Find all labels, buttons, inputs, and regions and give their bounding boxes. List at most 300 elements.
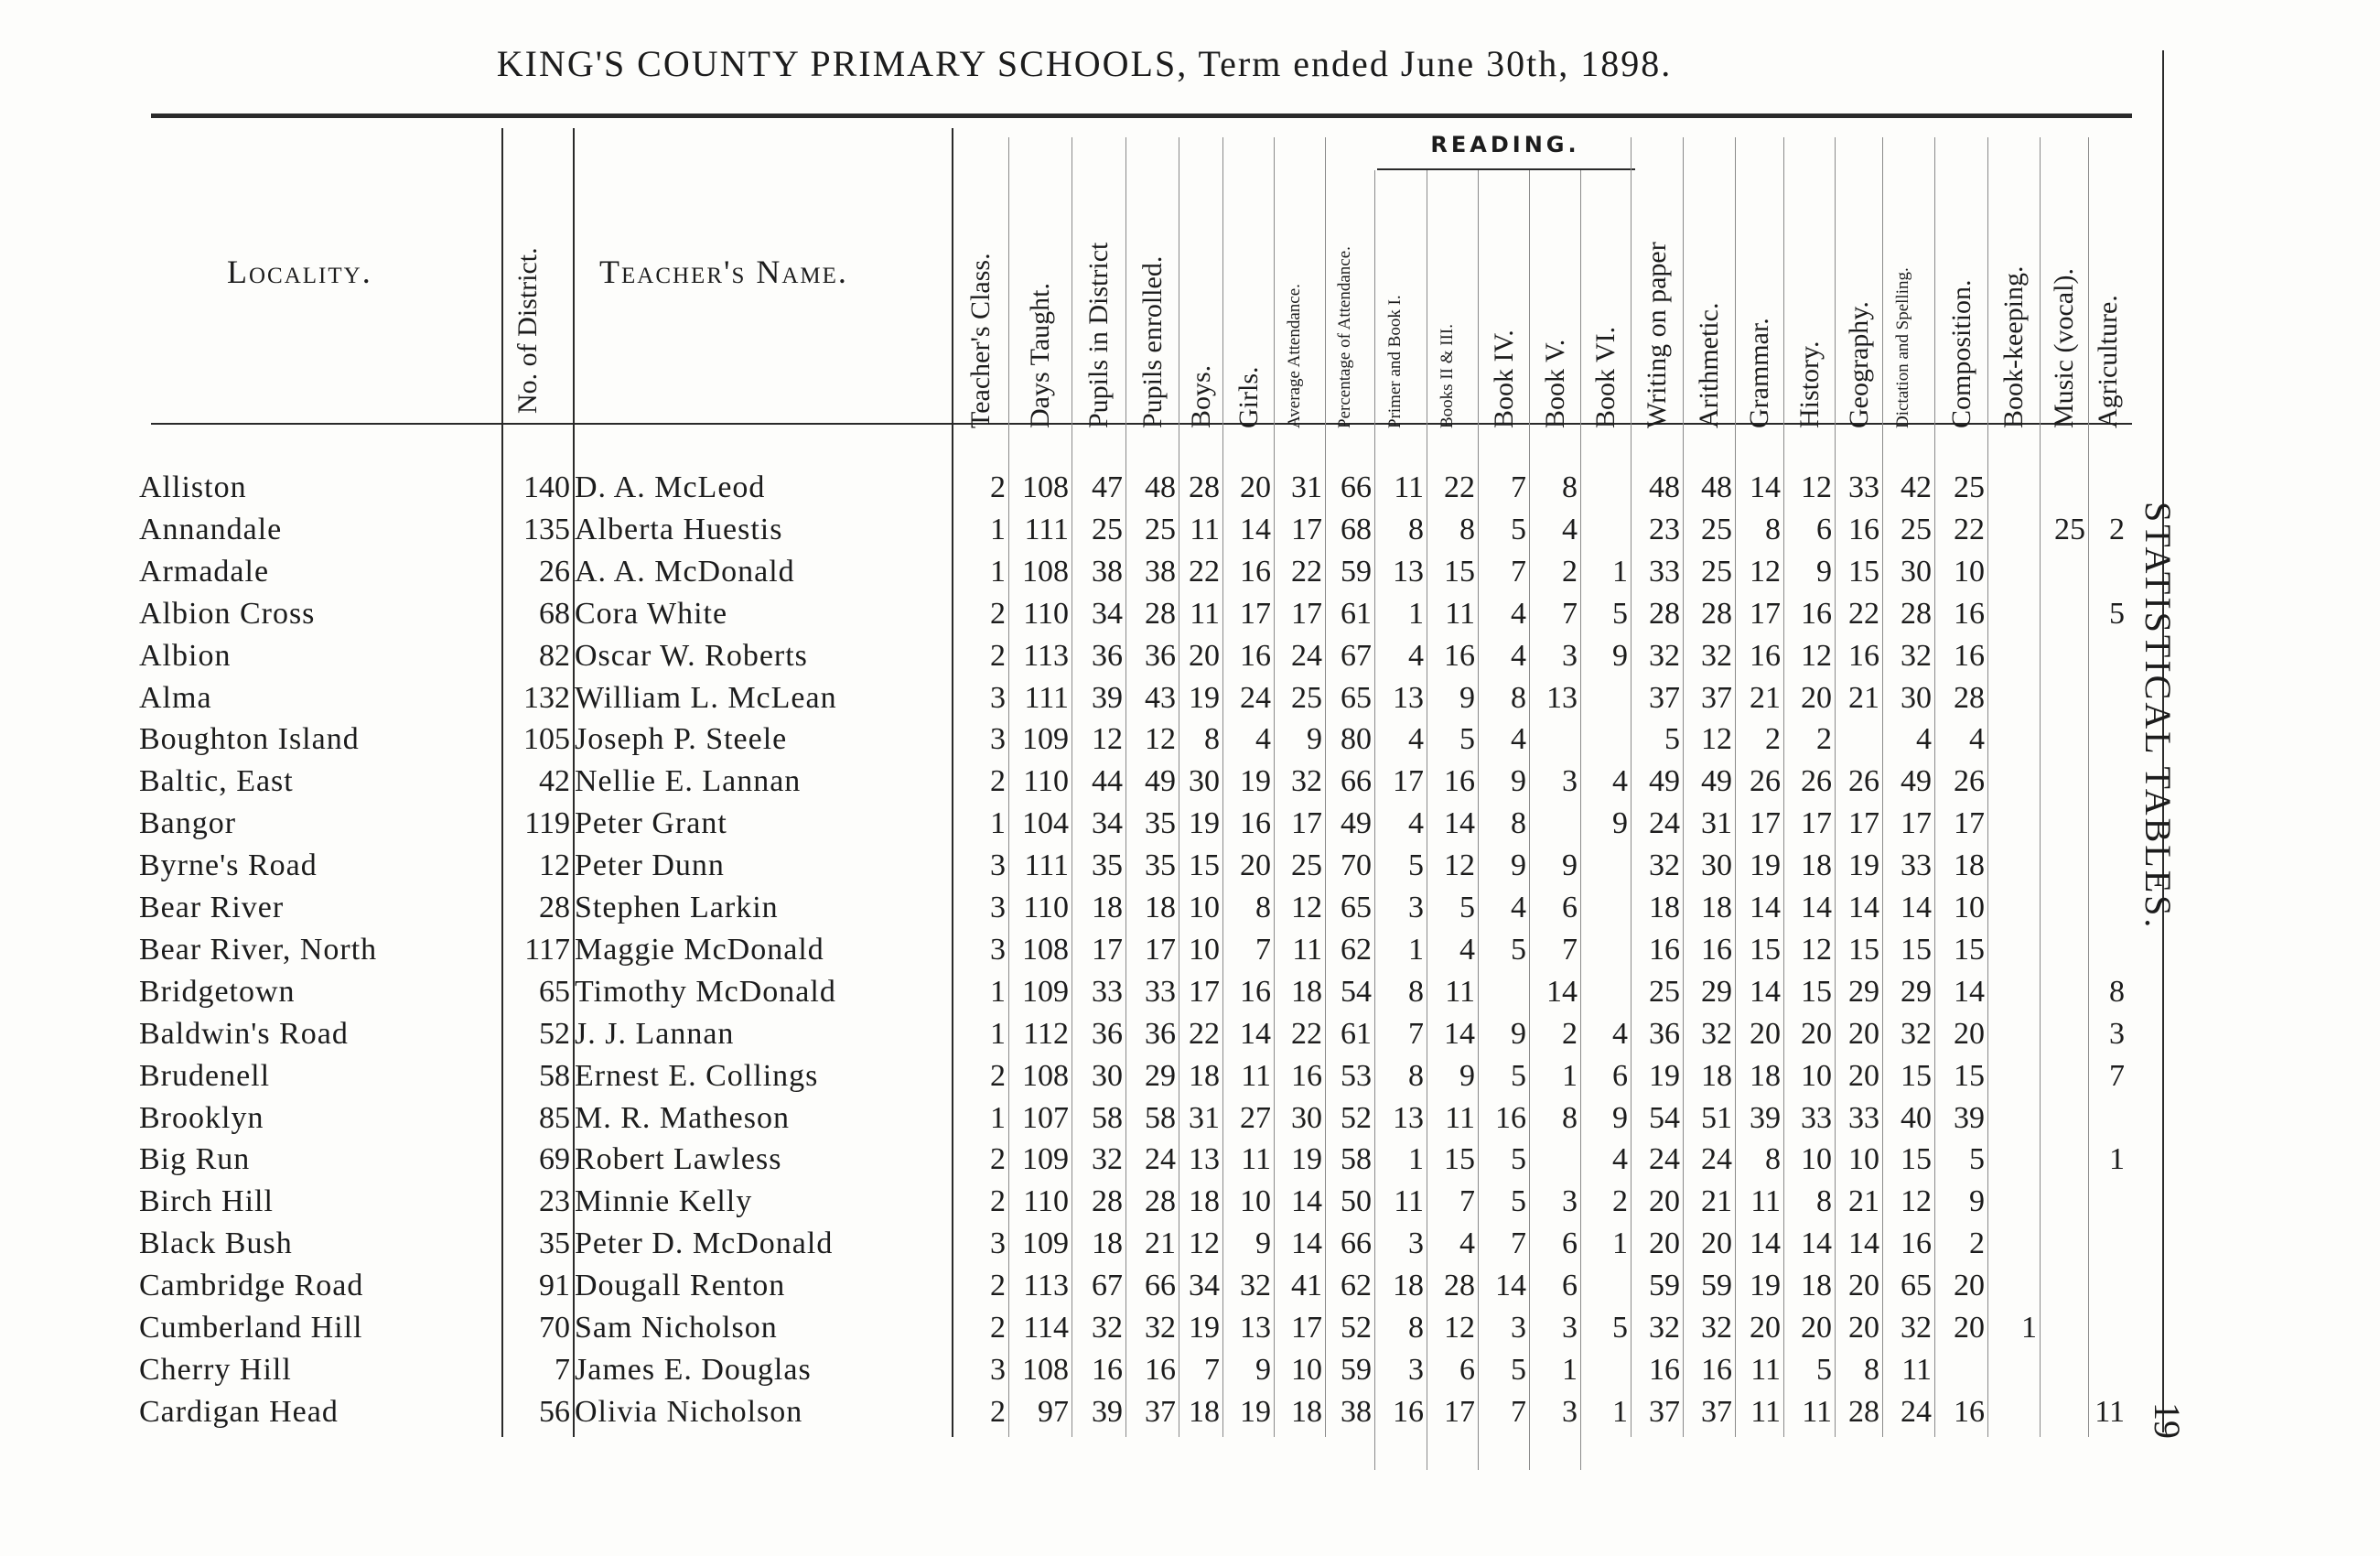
teacher-name-cell: Robert Lawless [575,1142,782,1177]
agriculture-cell: 8 [2109,974,2125,1009]
pupils-in-district-cell: 18 [1092,1226,1123,1261]
book-six-cell [1582,1265,1628,1307]
district-number-cell: 58 [539,1058,570,1093]
music-vocal-cell: 25 [2054,512,2085,546]
teacher-name-cell: Olivia Nicholson [575,1394,803,1429]
boys-header: Boys. [1185,364,1216,428]
book-six-cell: 4 [1612,764,1628,799]
percentage-attendance-header: Percentage of Attendance. [1334,246,1354,428]
girls-cell: 24 [1240,680,1271,715]
teacher-name-cell: Dougall Renton [575,1269,786,1303]
music-vocal-cell [2041,635,2085,677]
girls-cell: 17 [1240,596,1271,631]
book-five-cell: 3 [1562,1394,1578,1429]
agriculture-cell [2090,467,2125,509]
geography-cell [1836,719,1879,761]
boys-cell: 17 [1189,974,1220,1009]
book-four-cell: 7 [1511,554,1526,589]
history-cell: 10 [1801,1058,1832,1093]
teachers-class-cell: 3 [990,680,1006,715]
book-five-cell: 6 [1562,891,1578,924]
book-six-cell: 9 [1612,1100,1628,1135]
district-number-cell: 65 [539,974,570,1009]
books-two-three-cell: 11 [1445,974,1475,1009]
pupils-enrolled-cell: 37 [1145,1394,1176,1429]
history-cell: 8 [1816,1184,1832,1219]
boys-cell: 8 [1204,722,1220,757]
agriculture-cell [2090,719,2125,761]
book-keeping-cell [1989,1349,2037,1391]
boys-cell: 18 [1189,1394,1220,1429]
table-row [0,509,2169,551]
book-keeping-cell: 1 [2021,1311,2037,1345]
music-vocal-header: Music (vocal). [2049,268,2079,428]
writing-on-paper-cell: 18 [1649,891,1680,924]
grammar-cell: 8 [1765,512,1781,546]
book-keeping-cell [1989,1139,2037,1181]
boys-cell: 7 [1204,1352,1220,1387]
writing-on-paper-cell: 5 [1664,722,1680,757]
teachers-class-cell: 1 [990,512,1006,546]
books-two-three-cell: 17 [1444,1394,1475,1429]
book-four-cell: 8 [1511,806,1526,841]
girls-cell: 14 [1240,512,1271,546]
pupils-in-district-cell: 39 [1092,680,1123,715]
book-four-cell: 7 [1511,470,1526,504]
composition-cell: 16 [1954,638,1985,673]
writing-on-paper-cell: 25 [1649,974,1680,1009]
teacher-name-cell: Alberta Huestis [575,512,783,546]
pupils-enrolled-cell: 36 [1145,1016,1176,1051]
table-row [0,1307,2169,1349]
composition-cell: 5 [1969,1142,1985,1177]
book-six-cell [1582,509,1628,551]
boys-cell: 28 [1189,470,1220,504]
teachers-class-cell: 1 [990,806,1006,841]
music-vocal-cell [2041,467,2085,509]
girls-cell: 11 [1241,1142,1271,1177]
average-attendance-cell: 41 [1291,1269,1322,1303]
book-four-cell: 9 [1511,764,1526,799]
pupils-enrolled-cell: 36 [1145,638,1176,673]
teacher-name-cell: James E. Douglas [575,1352,812,1387]
dictation-spelling-cell: 14 [1901,891,1932,924]
book-keeping-cell [1989,929,2037,971]
primer-book-one-cell: 8 [1408,1311,1424,1345]
writing-on-paper-cell: 16 [1649,1352,1680,1387]
grammar-cell: 14 [1750,470,1781,504]
locality-cell: Brooklyn [139,1100,264,1135]
teacher-name-cell: William L. McLean [575,680,837,715]
grammar-cell: 8 [1765,1142,1781,1177]
book-five-cell: 8 [1562,1100,1578,1135]
arithmetic-cell: 25 [1701,554,1732,589]
teachers-class-cell: 2 [990,596,1006,631]
locality-cell: Baldwin's Road [139,1016,349,1051]
composition-cell: 10 [1954,554,1985,589]
pupils-in-district-cell: 67 [1092,1269,1123,1303]
locality-cell: Black Bush [139,1226,293,1261]
district-number-cell: 69 [539,1142,570,1177]
grammar-cell: 17 [1750,806,1781,841]
writing-on-paper-cell: 48 [1649,470,1680,504]
dictation-spelling-cell: 32 [1901,1016,1932,1051]
primer-book-one-cell: 13 [1393,554,1424,589]
teacher-name-cell: D. A. McLeod [575,470,766,504]
geography-cell: 20 [1848,1058,1879,1093]
book-six-cell: 1 [1612,1226,1628,1261]
composition-cell: 16 [1954,596,1985,631]
geography-cell: 22 [1848,596,1879,631]
girls-cell: 16 [1240,554,1271,589]
book-keeping-cell [1989,845,2037,887]
teacher-name-cell: Sam Nicholson [575,1311,778,1345]
book-five-cell: 13 [1546,680,1578,715]
book-four-cell: 5 [1511,1058,1526,1093]
book-five-cell: 9 [1562,848,1578,883]
writing-on-paper-cell: 54 [1649,1100,1680,1135]
writing-on-paper-cell: 32 [1649,638,1680,673]
history-cell: 6 [1816,512,1832,546]
teachers-class-cell: 2 [990,1184,1006,1219]
locality-cell: Cambridge Road [139,1269,364,1303]
pupils-in-district-cell: 17 [1092,932,1123,967]
days-taught-cell: 108 [1022,554,1069,589]
primer-book-one-cell: 4 [1408,806,1424,841]
table-row [0,887,2169,929]
book-five-cell: 6 [1562,1226,1578,1261]
teacher-name-cell: Minnie Kelly [575,1184,753,1219]
locality-cell: Armadale [139,554,270,589]
locality-cell: Alma [139,680,212,715]
pupils-enrolled-cell: 18 [1145,891,1176,924]
days-taught-cell: 113 [1023,638,1069,673]
geography-cell: 16 [1848,638,1879,673]
boys-cell: 31 [1189,1100,1220,1135]
book-four-cell: 4 [1511,638,1526,673]
locality-header: Locality. [227,254,372,290]
books-two-three-cell: 22 [1444,470,1475,504]
writing-on-paper-cell: 32 [1649,1311,1680,1345]
book-six-header: Book VI. [1590,326,1621,428]
dictation-spelling-cell: 24 [1901,1394,1932,1429]
agriculture-cell [2090,1223,2125,1265]
book-five-cell: 7 [1562,932,1578,967]
music-vocal-cell [2041,593,2085,635]
teacher-name-cell: Joseph P. Steele [575,722,788,757]
book-four-cell: 4 [1511,891,1526,924]
history-header: History. [1793,340,1825,428]
pupils-enrolled-cell: 32 [1145,1311,1176,1345]
primer-book-one-cell: 8 [1408,512,1424,546]
geography-cell: 33 [1848,1100,1879,1135]
books-two-three-cell: 28 [1444,1269,1475,1303]
pupils-in-district-cell: 33 [1092,974,1123,1009]
writing-on-paper-header: Writing on paper [1642,242,1672,428]
book-keeping-cell [1989,719,2037,761]
district-number-cell: 140 [523,470,570,504]
grammar-cell: 14 [1750,891,1781,924]
agriculture-cell [2090,677,2125,719]
arithmetic-cell: 16 [1701,932,1732,967]
book-keeping-cell [1989,1013,2037,1055]
arithmetic-cell: 30 [1701,848,1732,883]
primer-book-one-cell: 13 [1393,680,1424,715]
books-two-three-cell: 5 [1459,722,1475,757]
teachers-class-cell: 3 [990,1226,1006,1261]
girls-cell: 32 [1240,1269,1271,1303]
book-keeping-cell [1989,1265,2037,1307]
girls-cell: 9 [1255,1226,1271,1261]
writing-on-paper-cell: 49 [1649,764,1680,799]
boys-cell: 10 [1189,932,1220,967]
arithmetic-cell: 49 [1701,764,1732,799]
agriculture-cell: 3 [2109,1016,2125,1051]
boys-cell: 22 [1189,1016,1220,1051]
agriculture-cell [2090,1097,2125,1140]
book-six-cell: 6 [1612,1058,1628,1093]
percentage-attendance-cell: 52 [1341,1100,1372,1135]
book-four-cell: 5 [1511,1184,1526,1219]
days-taught-cell: 108 [1022,1058,1069,1093]
district-number-cell: 12 [539,848,570,883]
primer-book-one-cell: 1 [1408,932,1424,967]
boys-cell: 13 [1189,1142,1220,1177]
writing-on-paper-cell: 23 [1649,512,1680,546]
percentage-attendance-cell: 38 [1341,1394,1372,1429]
book-four-cell: 8 [1511,680,1526,715]
book-keeping-cell [1989,677,2037,719]
books-two-three-cell: 15 [1444,554,1475,589]
dictation-spelling-cell: 65 [1901,1269,1932,1303]
music-vocal-cell [2041,929,2085,971]
table-row [0,971,2169,1013]
dictation-spelling-cell: 42 [1901,470,1932,504]
teacher-name-cell: Stephen Larkin [575,891,779,924]
book-keeping-cell [1989,803,2037,845]
average-attendance-cell: 17 [1291,1311,1322,1345]
average-attendance-cell: 18 [1291,974,1322,1009]
books-two-three-cell: 5 [1459,891,1475,924]
history-cell: 14 [1801,891,1832,924]
average-attendance-cell: 32 [1291,764,1322,799]
pupils-in-district-cell: 12 [1092,722,1123,757]
pupils-enrolled-cell: 48 [1145,470,1176,504]
girls-cell: 4 [1255,722,1271,757]
arithmetic-cell: 48 [1701,470,1732,504]
district-number-cell: 117 [524,932,570,967]
district-number-cell: 7 [555,1352,570,1387]
music-vocal-cell [2041,1097,2085,1140]
arithmetic-cell: 29 [1701,974,1732,1009]
girls-cell: 16 [1240,974,1271,1009]
days-taught-cell: 107 [1022,1100,1069,1135]
pupils-in-district-cell: 58 [1092,1100,1123,1135]
grammar-cell: 14 [1750,1226,1781,1261]
grammar-cell: 19 [1750,848,1781,883]
writing-on-paper-cell: 32 [1649,848,1680,883]
book-six-cell [1582,1349,1628,1391]
history-cell: 5 [1816,1352,1832,1387]
days-taught-cell: 109 [1022,722,1069,757]
pupils-in-district-cell: 44 [1092,764,1123,799]
average-attendance-cell: 19 [1291,1142,1322,1177]
table-row [0,551,2169,593]
pupils-enrolled-cell: 21 [1145,1226,1176,1261]
locality-cell: Big Run [139,1142,251,1177]
side-title: STATISTICAL TABLES. [2138,502,2179,931]
music-vocal-cell [2041,887,2085,929]
teachers-class-cell: 2 [990,638,1006,673]
table-row [0,1391,2169,1433]
teacher-name-cell: Peter Dunn [575,848,725,883]
reading-group-header: READING. [1430,132,1580,157]
history-cell: 17 [1801,806,1832,841]
arithmetic-cell: 21 [1701,1184,1732,1219]
agriculture-cell: 1 [2109,1142,2125,1177]
locality-cell: Byrne's Road [139,848,318,883]
primer-book-one-cell: 3 [1408,1226,1424,1261]
pupils-in-district-cell: 28 [1092,1184,1123,1219]
teacher-name-cell: Timothy McDonald [575,974,836,1009]
book-keeping-cell [1989,1391,2037,1433]
book-five-cell [1531,1139,1578,1181]
composition-cell: 9 [1969,1184,1985,1219]
pupils-enrolled-cell: 66 [1145,1269,1176,1303]
locality-cell: Cumberland Hill [139,1311,363,1345]
history-cell: 12 [1801,932,1832,967]
pupils-enrolled-cell: 38 [1145,554,1176,589]
book-five-cell: 7 [1562,596,1578,631]
composition-cell: 28 [1954,680,1985,715]
teachers-class-cell: 2 [990,1058,1006,1093]
grammar-cell: 14 [1750,974,1781,1009]
average-attendance-cell: 12 [1291,891,1322,924]
composition-cell: 26 [1954,764,1985,799]
locality-cell: Bear River, North [139,932,378,967]
average-attendance-cell: 10 [1291,1352,1322,1387]
table-row [0,1013,2169,1055]
average-attendance-cell: 22 [1291,554,1322,589]
locality-cell: Alliston [139,470,247,504]
teachers-class-cell: 2 [990,470,1006,504]
teachers-class-cell: 2 [990,1394,1006,1429]
boys-cell: 10 [1189,891,1220,924]
table-row [0,761,2169,803]
pupils-in-district-cell: 32 [1092,1311,1123,1345]
dictation-spelling-header: Dictation and Spelling. [1893,267,1912,428]
writing-on-paper-cell: 36 [1649,1016,1680,1051]
boys-cell: 11 [1190,512,1220,546]
history-cell: 20 [1801,1311,1832,1345]
book-keeping-cell [1989,761,2037,803]
agriculture-cell [2090,803,2125,845]
writing-on-paper-cell: 16 [1649,932,1680,967]
books-two-three-cell: 12 [1444,848,1475,883]
teachers-class-cell: 2 [990,1311,1006,1345]
days-taught-cell: 113 [1023,1269,1069,1303]
grammar-cell: 18 [1750,1058,1781,1093]
boys-cell: 18 [1189,1184,1220,1219]
books-two-three-cell: 14 [1444,1016,1475,1051]
days-taught-cell: 104 [1022,806,1069,841]
teachers-class-cell: 3 [990,1352,1006,1387]
dictation-spelling-cell: 32 [1901,638,1932,673]
percentage-attendance-cell: 66 [1341,1226,1372,1261]
girls-cell: 20 [1240,848,1271,883]
teacher-name-cell: J. J. Lannan [575,1016,735,1051]
arithmetic-cell: 18 [1701,891,1732,924]
book-six-cell: 2 [1612,1184,1628,1219]
history-cell: 12 [1801,470,1832,504]
teachers-class-cell: 1 [990,554,1006,589]
table-row [0,845,2169,887]
table-row [0,593,2169,635]
arithmetic-cell: 12 [1701,722,1732,757]
books-two-three-cell: 9 [1459,1058,1475,1093]
teacher-name-cell: Cora White [575,596,728,631]
geography-cell: 29 [1848,974,1879,1009]
table-row [0,1139,2169,1181]
district-number-cell: 119 [524,806,570,841]
writing-on-paper-cell: 19 [1649,1058,1680,1093]
teachers-class-header: Teacher's Class. [965,253,996,428]
writing-on-paper-cell: 59 [1649,1269,1680,1303]
writing-on-paper-cell: 37 [1649,1394,1680,1429]
music-vocal-cell [2041,1181,2085,1223]
district-number-header: No. of District. [512,247,543,414]
girls-cell: 16 [1240,638,1271,673]
book-five-cell: 6 [1562,1269,1578,1303]
district-number-cell: 42 [539,764,570,799]
composition-cell: 17 [1954,806,1985,841]
arithmetic-cell: 37 [1701,680,1732,715]
days-taught-cell: 108 [1022,1352,1069,1387]
teachers-class-cell: 1 [990,1100,1006,1135]
arithmetic-cell: 25 [1701,512,1732,546]
locality-cell: Albion [139,638,232,673]
book-six-cell: 9 [1612,806,1628,841]
composition-cell: 22 [1954,512,1985,546]
teacher-name-cell: Ernest E. Collings [575,1058,819,1093]
dictation-spelling-cell: 15 [1901,1058,1932,1093]
book-six-cell: 5 [1612,1311,1628,1345]
percentage-attendance-cell: 70 [1341,848,1372,883]
music-vocal-cell [2041,551,2085,593]
primer-book-one-cell: 4 [1408,638,1424,673]
percentage-attendance-cell: 66 [1341,470,1372,504]
arithmetic-cell: 28 [1701,596,1732,631]
district-number-cell: 82 [539,638,570,673]
girls-cell: 8 [1255,891,1271,924]
music-vocal-cell [2041,1223,2085,1265]
girls-cell: 19 [1240,1394,1271,1429]
composition-cell: 25 [1954,470,1985,504]
agriculture-cell [2090,635,2125,677]
geography-cell: 28 [1848,1394,1879,1429]
agriculture-cell [2090,887,2125,929]
music-vocal-cell [2041,1307,2085,1349]
book-four-cell: 9 [1511,848,1526,883]
books-two-three-cell: 7 [1459,1184,1475,1219]
agriculture-cell [2090,1181,2125,1223]
days-taught-cell: 110 [1023,1184,1069,1219]
book-six-cell: 1 [1612,554,1628,589]
arithmetic-cell: 20 [1701,1226,1732,1261]
dictation-spelling-cell: 4 [1916,722,1932,757]
composition-cell: 10 [1954,891,1985,924]
geography-cell: 21 [1848,1184,1879,1219]
